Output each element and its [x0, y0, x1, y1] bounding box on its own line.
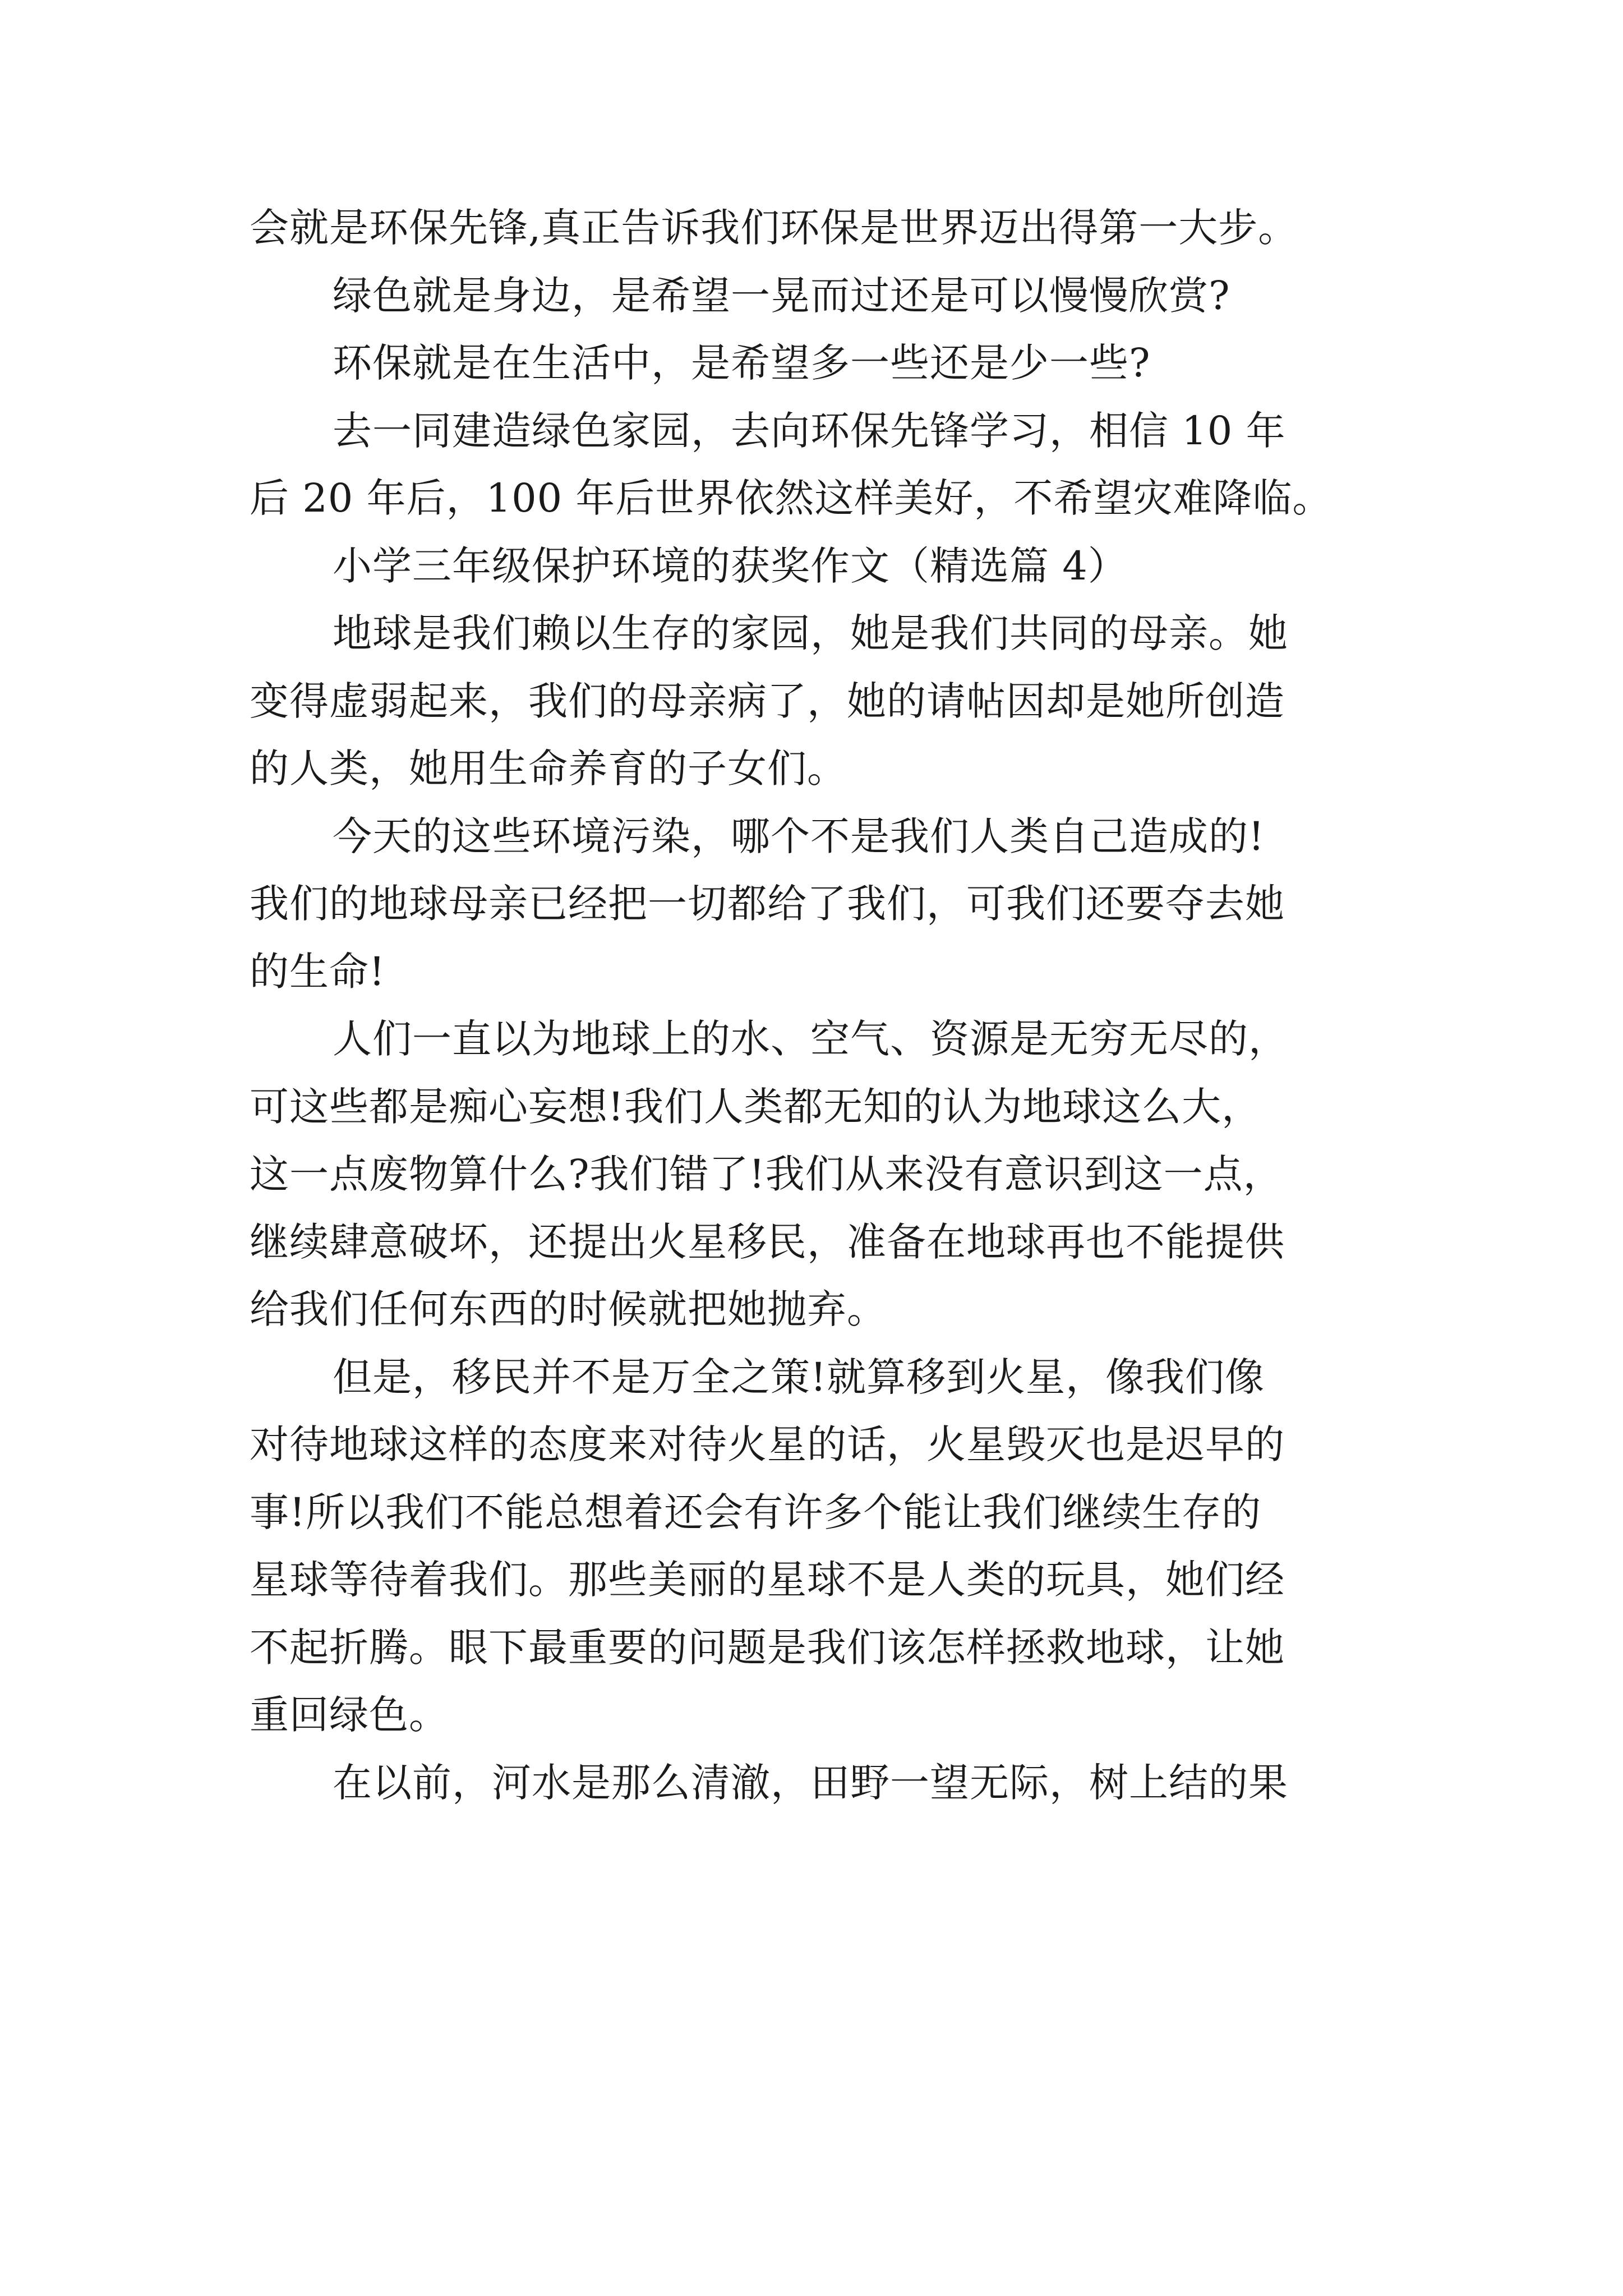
essay-text — [250, 194, 1416, 1816]
text-line: 在以前，河水是那么清澈，田野一望无际，树上结的果 — [333, 1759, 1288, 1806]
text-line: 重回绿色。 — [250, 1692, 449, 1738]
text-line: 的生命! — [250, 948, 386, 995]
text-line: 会就是环保先锋,真正告诉我们环保是世界迈出得第一大步。 — [250, 205, 1298, 251]
text-line: 给我们任何东西的时候就把她抛弃。 — [250, 1286, 887, 1332]
text-line: 后 20 年后，100 年后世界依然这样美好，不希望灾难降临。 — [250, 475, 1332, 521]
text-line: 地球是我们赖以生存的家园，她是我们共同的母亲。她 — [333, 610, 1288, 656]
text-line: 变得虚弱起来，我们的母亲病了，她的请帖因却是她所创造 — [250, 678, 1285, 724]
text-line: 今天的这些环境污染，哪个不是我们人类自己造成的! — [333, 813, 1265, 859]
text-line: 我们的地球母亲已经把一切都给了我们，可我们还要夺去她 — [250, 881, 1285, 927]
text-line: 继续肆意破坏，还提出火星移民，准备在地球再也不能提供 — [250, 1218, 1285, 1265]
text-line: 这一点废物算什么?我们错了!我们从来没有意识到这一点， — [250, 1151, 1283, 1197]
text-line: 星球等待着我们。那些美丽的星球不是人类的玩具，她们经 — [250, 1557, 1285, 1603]
text-line: 人们一直以为地球上的水、空气、资源是无穷无尽的， — [333, 1016, 1288, 1062]
text-line: 不起折腾。眼下最重要的问题是我们该怎样拯救地球，让她 — [250, 1624, 1285, 1671]
text-line: 绿色就是身边，是希望一晃而过还是可以慢慢欣赏? — [333, 272, 1230, 319]
text-line: 但是，移民并不是万全之策!就算移到火星，像我们像 — [333, 1354, 1265, 1400]
text-line: 事!所以我们不能总想着还会有许多个能让我们继续生存的 — [250, 1489, 1262, 1535]
text-line: 去一同建造绿色家园，去向环保先锋学习，相信 10 年 — [333, 407, 1286, 454]
text-line: 可这些都是痴心妄想!我们人类都无知的认为地球这么大， — [250, 1083, 1262, 1130]
text-line: 的人类，她用生命养育的子女们。 — [250, 746, 847, 792]
text-line: 对待地球这样的态度来对待火星的话，火星毁灭也是迟早的 — [250, 1421, 1285, 1467]
text-line: 环保就是在生活中，是希望多一些还是少一些? — [333, 340, 1151, 386]
section-heading: 小学三年级保护环境的获奖作文（精选篇 4） — [333, 542, 1128, 589]
